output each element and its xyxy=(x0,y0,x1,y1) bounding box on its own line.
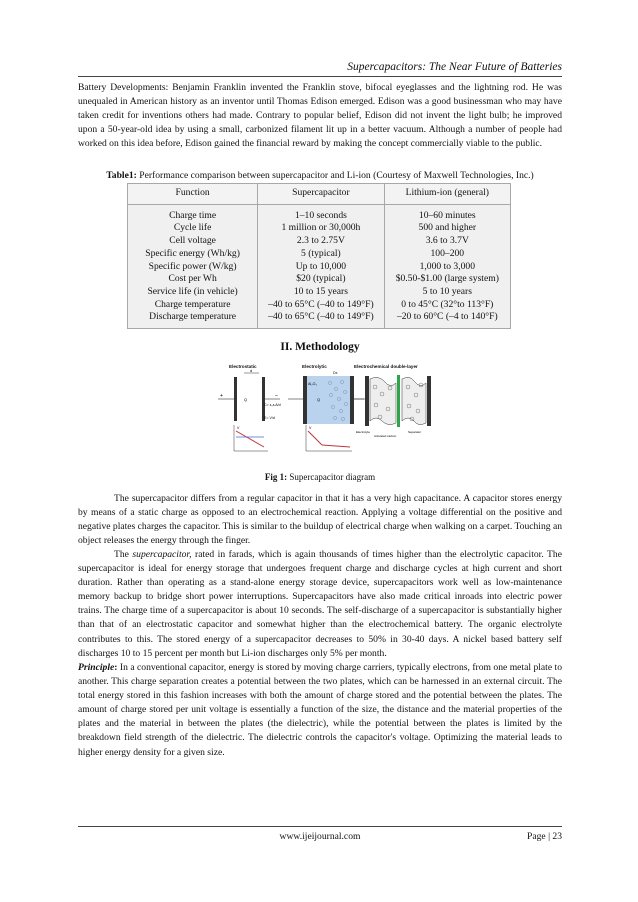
intro-paragraph: Battery Developments: Benjamin Franklin invented the Franklin stove, bifocal eyeglasses and the lightning rod. He was unequaled in American history as an inventor until Thomas Edison emerged. Edison was a good businessman who may have taken credit for inventions others had made. Contrary to popular belief, Edison did not invent the light bulb; he improved upon a 50-year-old idea by using a small, carbonized filament lit up in a better vacuum. Although a number of people had worked on this idea before, Edison gained the financial reward by making the concept commercially viable to the public. xyxy=(78,82,562,150)
section-title: II. Methodology xyxy=(280,341,360,353)
separator-bar xyxy=(397,375,400,427)
paragraph-1: The supercapacitor differs from a regular capacitor in that it has a very high capacitance. A capacitor stores energy by means of a static charge as opposed to an electrochemical reaction. Applying a voltage differential on the positive and negative plates charges the capacitor. This is similar to the buildup of electrical charge when walking on a carpet. Touching an object releases the energy through the finger. xyxy=(78,493,563,547)
table-cell: 1–10 seconds xyxy=(294,209,347,221)
header-supercapacitor: Supercapacitor xyxy=(258,184,384,205)
table-cell: Specific energy (Wh/kg) xyxy=(145,247,240,259)
electrostatic-panel xyxy=(218,368,281,451)
dl-right-plate xyxy=(427,376,431,426)
separator-label: Separator xyxy=(408,430,422,434)
paragraph-principle xyxy=(78,661,562,760)
table-cell: Discharge temperature xyxy=(149,311,237,323)
table-cell: Cost per Wh xyxy=(168,273,217,285)
table-caption-text: Performance comparison between supercapacitor and Li-ion (Courtesy of Maxwell Technologies, Inc.) xyxy=(136,170,534,181)
table-cell: 1 million or 30,000h xyxy=(281,222,361,234)
table-cell: 500 and higher xyxy=(418,222,477,234)
table-cell: Service life (in vehicle) xyxy=(147,285,238,297)
supercapacitor-column xyxy=(258,204,384,328)
principle-text: In a conventional capacitor, energy is stored by moving charge carriers, typically electrons, from one metal plate to another. This charge separation creates a potential between the two plates, which can be harnessed in an external circuit. The total energy stored in this fashion increases with both the amount of charge stored and the potential between the plates. The amount of charge stored per unit voltage is essentially a function of the size, the distance and the material properties of the plates and the material in between the plates (the dielectric), while the potential between the plates is limited by the breakdown field strength of the dielectric. The dielectric controls the capacitor's voltage. Optimizing the material leads to higher energy density for a given size. xyxy=(78,662,562,758)
table-cell: 100–200 xyxy=(430,247,465,259)
table-cell: 0 to 45°C (32°to 113°F) xyxy=(401,298,494,310)
label-v: V xyxy=(237,426,240,430)
header-rule xyxy=(78,76,562,77)
carbon-label: Activated carbon xyxy=(374,434,397,438)
anode-plate xyxy=(303,376,307,424)
footer-url: www.ijeijournal.com xyxy=(279,831,361,842)
running-header: Supercapacitors: The Near Future of Batteries xyxy=(347,61,562,73)
electrolytic-panel xyxy=(288,371,364,451)
panel-title-electrolytic: Electrolytic xyxy=(302,364,327,369)
page-number: Page | 23 xyxy=(527,831,562,842)
p2-after: rated in farads, which is again thousands of times higher than the electrolytic capacitor. The supercapacitor is ideal for energy storage that undergoes frequent charge and discharge cycles at high current and short duration. Rather than operating as a stand-alone energy storage device, supercapacitors work well as low-maintenance memory backup to bridge short power interruptions. Supercapacitors have also made critical inroads into electric power trains. The charge time of a supercapacitor is about 10 seconds. The self-discharge of a supercapacitor is substantially higher than that of an electrostatic capacitor and somewhat higher than the electrochemical battery. The organic electrolyte contributes to this. The stored energy of a supercapacitor decreases to 50% in 30-40 days. A nickel based battery self discharges 10 to 15 percent per month but Li-ion discharges only 5% per month. xyxy=(78,549,562,659)
label-q-electrolytic: Q xyxy=(317,397,321,402)
label-d: d xyxy=(250,368,253,373)
field-formula: E= V/d xyxy=(264,416,275,420)
figure-caption-text: Supercapacitor diagram xyxy=(287,472,376,482)
principle-colon: : xyxy=(114,662,118,673)
negative-plate xyxy=(262,377,265,421)
electrolyte-label: Electrolyte xyxy=(356,430,371,434)
table-cell: $20 (typical) xyxy=(296,273,346,285)
label-v-electrolytic: V xyxy=(309,426,312,430)
table-cell: Cycle life xyxy=(173,222,212,234)
figure-caption xyxy=(78,471,562,484)
oxide-label: Al₂O₃ xyxy=(308,382,317,386)
cathode-plate xyxy=(350,376,354,424)
positive-plate xyxy=(234,377,237,421)
lithium-ion-column xyxy=(384,204,510,328)
table-cell: 10 to 15 years xyxy=(293,285,348,297)
minus-sign: – xyxy=(275,393,278,399)
potential-curve xyxy=(236,431,264,447)
table-header-row xyxy=(128,184,511,205)
table-cell: –40 to 65°C (–40 to 149°F) xyxy=(268,298,374,310)
performance-table xyxy=(127,183,511,329)
table-cell: Charge temperature xyxy=(154,298,231,310)
footer-rule xyxy=(78,826,562,827)
table-caption xyxy=(78,169,562,182)
header-lithium-ion: Lithium-ion (general) xyxy=(384,184,510,205)
capacitance-formula: C= ε₀εᵣA/d xyxy=(264,403,281,407)
header-function: Function xyxy=(128,184,258,205)
table-cell: 1,000 to 3,000 xyxy=(419,260,476,272)
table-cell: 5 (typical) xyxy=(301,247,341,259)
table-cell: Cell voltage xyxy=(169,235,216,247)
table-cell: $0.50-$1.00 (large system) xyxy=(395,273,499,285)
panel-title-double-layer: Electrochemical double-layer xyxy=(354,364,418,369)
table-cell: –40 to 65°C (–40 to 149°F) xyxy=(268,311,374,323)
table-cell: Up to 10,000 xyxy=(295,260,347,272)
table-caption-label: Table1: xyxy=(106,170,137,181)
dl-left-plate xyxy=(365,376,369,426)
table-cell: Charge time xyxy=(169,209,217,221)
table-cell: –20 to 60°C (–4 to 140°F) xyxy=(396,311,498,323)
principle-label: Principle xyxy=(78,662,115,673)
dx-label: Dx xyxy=(333,371,338,375)
double-layer-panel xyxy=(354,375,431,438)
label-q: Q xyxy=(244,397,248,402)
table-cell: Specific power (W/kg) xyxy=(148,260,237,272)
p2-before: The xyxy=(114,549,133,560)
supercapacitor-diagram xyxy=(204,361,436,469)
panel-title-electrostatic: Electrostatic xyxy=(229,364,257,369)
table-cell: 5 to 10 years xyxy=(422,285,472,297)
electrolytic-potential-curve xyxy=(308,431,322,445)
table-cell: 2.3 to 2.75V xyxy=(296,235,345,247)
table-cell: 3.6 to 3.7V xyxy=(425,235,469,247)
table-body-row xyxy=(128,204,511,328)
paragraph-2 xyxy=(78,548,562,661)
p2-emphasis: supercapacitor, xyxy=(132,549,192,560)
figure-caption-label: Fig 1: xyxy=(264,472,288,482)
plus-sign: + xyxy=(220,393,223,399)
table-cell: 10–60 minutes xyxy=(418,209,476,221)
function-column xyxy=(128,204,258,328)
